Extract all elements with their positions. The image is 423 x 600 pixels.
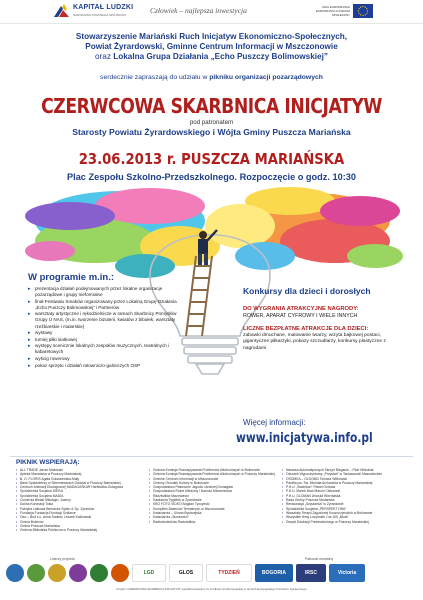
list-item: ▸ wyścig rowerowy <box>28 356 178 362</box>
list-item: ▸ finał Festiwalu Smaków organizowany przez Lokalną Grupę Działania „Echo Puszczy Bolimowskiej” i Partnerów <box>28 299 178 311</box>
sponsor-item: • KBO FOTO VIDEO Bogdan Tyczyński <box>149 502 278 506</box>
sponsor-item: • Rada Gminy Puszcza Mariańska <box>282 498 411 502</box>
sponsor-item: • Cukiernia Bielak Mikołaja i Joanny <box>16 498 145 502</box>
sponsor-item: • Apteka Mariańska w Puszczy Mariańskiej <box>16 472 145 476</box>
partner-emblem-icon <box>27 564 45 582</box>
program-list <box>28 286 178 369</box>
sponsor-item: • Wszystkie firmy Łużyńskie i na 100 „Błota” <box>282 515 411 519</box>
sponsor-item: • Parafia pw. Św. Michała Archanioła w Puszczy Mariańskiej <box>282 481 411 485</box>
sponsor-item: • Radkobrotników Radziwiłłów <box>149 520 278 524</box>
footer-note: Projekt „CZERWCOWA SKARBNICA INICJATYW” współfinansowany ze środków Unii Europejskiej w ramach Europejskiego Funduszu Społecznego <box>116 587 307 591</box>
partner-logo: BOGORIA <box>255 564 293 582</box>
patronage: Starosty Powiatu Żyrardowskiego i Wójta Gminy Puszcza Mariańska <box>72 127 351 137</box>
sponsor-item: • Kompleks Basenów Termalnych w Mszczonowie <box>149 507 278 511</box>
sponsor-item: • Fabryka Lalkowa Bernacka Sylien & Sp. Żyrardów <box>16 507 145 511</box>
sponsor-item: • Warsztaty Terapii Zajęciowej Koszoczyńskich w Bolimowie <box>282 511 411 515</box>
eu-logo <box>314 3 374 21</box>
sponsors-columns <box>16 468 411 532</box>
sponsors-column-2 <box>149 468 278 532</box>
sponsor-item: • ALL TRADE Jarom Malowski <box>16 468 145 472</box>
motto: Człowiek – najlepsza inwestycja <box>150 6 247 15</box>
kapital-ludzki-logo <box>54 3 134 21</box>
sponsor-item: • Gminny Ośrodek Kultury w Bolimowie <box>149 481 278 485</box>
sponsors-column-3 <box>282 468 411 532</box>
ladder <box>186 256 212 336</box>
website-link[interactable]: www.inicjatywa.info.pl <box>236 431 373 446</box>
sponsor-item: • Dolina Koronacji Tosia <box>16 502 145 506</box>
sponsor-item: • Gmina Puszcza Mariańska <box>16 524 145 528</box>
contests-heading: Konkursy dla dzieci i dorosłych <box>243 286 371 296</box>
sponsor-item: • Geo – Bud s.c. Anna Sadziw, Leszek Kulikowski <box>16 515 145 519</box>
sponsor-item: • Spółdzielnia Socjalna DIERA <box>16 489 145 493</box>
partner-logo: TYDZIEŃ <box>206 564 252 582</box>
event-date-place: 23.06.2013 r. PUSZCZA MARIAŃSKA <box>78 150 345 168</box>
sponsor-item: • P.H.U. GLOMAN Urszula Wirzniaśka <box>282 494 411 498</box>
sponsor-item: • Kwiaciarnia – Ulotna Bystrzejska <box>149 511 278 515</box>
event-title: CZERWCOWA SKARBNICA INICJATYW <box>41 94 382 118</box>
program-heading: W programie m.in.: <box>28 272 115 283</box>
sponsor-item: • Gospodarstwo Rolne Mieściny i Dariusz Marciniewicz <box>149 489 278 493</box>
partner-emblem-icon <box>111 564 129 582</box>
partner-emblem-icon <box>90 564 108 582</box>
attractions-heading: LICZNE BEZPŁATNE ATRAKCJE DLA DZIECI: <box>243 326 369 332</box>
more-info-label: Więcej informacji: <box>243 418 306 427</box>
invitation-bold: pikniku organizacji pozarządowych <box>209 74 323 81</box>
list-item: ▸ występy scenicznie lokalnych zespołów muzycznych, teatralnych i kabaretowych <box>28 343 178 355</box>
partner-logo: LGD <box>132 564 166 582</box>
kapital-ludzki-flag-icon <box>54 4 69 17</box>
patronage-label: pod patronatem <box>189 119 234 126</box>
program-section <box>28 272 178 369</box>
sponsor-item: • Restauracja „Szpulanka” w Żyrardowie <box>282 502 411 506</box>
sponsor-item: • Bank Spółdzielczy w Skierniewicach Oddział w Puszczy Mariańskiej <box>16 481 145 485</box>
sponsor-item: • Gminna Biblioteka Publiczna w Puszczy Mariańskiej <box>16 528 145 532</box>
sponsor-item: • Ośrodek Wypoczynkowy „Przystań” w Taniaszowie Mazowieckim <box>282 472 411 476</box>
sponsor-item: • Spółdzielnia Socjalna „PERSPEKTYWA” <box>282 507 411 511</box>
organizers-line-1: Stowarzyszenie Mariański Ruch Inicjatyw Ekonomiczno-Społecznych, <box>75 32 348 41</box>
sponsor-item: • Kawiarnia Tygiełek w Żyrardowie <box>149 498 278 502</box>
organizers-line-3-prefix: oraz <box>95 52 111 61</box>
sponsor-item: • Spółdzielnia Socjalna MADIA <box>16 494 145 498</box>
sponsor-item: • P.H.U. „Bodnikon” Paweł Ochoda <box>282 485 411 489</box>
sponsor-item: • Gospodarstwo Pasieczne Jagoda i Andrzej Domagała <box>149 485 278 489</box>
organizers <box>10 32 413 62</box>
partner-logos <box>6 562 417 584</box>
sponsor-item: • Gminna Komisja Rozwiązywania Problemów Alkoholowych w Puszczy Mariańskiej <box>149 472 278 476</box>
sponsor-item: • Zespół Edukacji Przedszkolnego w Puszczy Mariańskiej <box>282 520 411 524</box>
sponsor-item: • Kwiaciarnia „Słoneczko” <box>149 515 278 519</box>
list-item: ▸ turniej piłki siatkowej <box>28 337 178 343</box>
sponsor-item: • B. G. FLORIS Agata Golaszewska-Mały <box>16 477 145 481</box>
list-item: ▸ prezentacja działań podejmowanych przez lokalne organizacje pozarządowe i grupy nieformalne <box>28 286 178 298</box>
kapital-ludzki-name: KAPITAŁ LUDZKI <box>73 4 134 11</box>
partner-emblem-icon <box>69 564 87 582</box>
eu-flag-icon <box>353 4 373 18</box>
sponsor-item: • P.H.U. Marek Brań Marcin Ciekański <box>282 489 411 493</box>
organizers-line-3-text: Lokalna Grupa Działania „Echo Puszczy Bolimowskiej” <box>113 52 328 61</box>
event-venue: Plac Zespołu Szkolno-Przedszkolnego. Rozpoczęcie o godz. 10:30 <box>67 172 356 182</box>
organizers-line-2: Powiat Żyrardowski, Gminne Centrum Informacji w Mszczonowie <box>85 42 338 51</box>
sponsor-item: • Gminna Komisja Rozwiązywania Problemów Alkoholowych w Bolimowie <box>149 468 278 472</box>
contests-section <box>243 286 408 352</box>
sponsor-item: • Radziwiłłów Mazowiecki <box>149 494 278 498</box>
sponsors-column-1 <box>16 468 145 532</box>
list-item: ▸ warsztaty artystyczne i rękodzielnicze w ramach Skarbnicy Pomysłów Grupy U NAS, (m.in. tworzenie bizuterii, kwiatów z bibułek, warsztaty rzeźbiarskie i malarskie) <box>28 311 178 329</box>
partner-logo: GLOS <box>169 564 203 582</box>
organizers-line-3 <box>10 52 413 62</box>
list-item: ▸ wystawy <box>28 330 178 336</box>
top-banner <box>0 0 423 24</box>
prizes-heading: DO WYGRANIA ATRAKCYJNE NAGRODY: <box>243 306 359 312</box>
sponsors-section <box>10 456 413 556</box>
invitation <box>10 74 413 81</box>
partner-logo: Victoria <box>329 564 365 582</box>
attractions-text: zabawki dmuchane, malowanie twarzy, wizyta bajkowej postaci, gigantyczne piłkarzyki, pokazy szczudlarzy, konkursy plastyczne z nagrodami <box>243 333 386 351</box>
sponsor-item: • Centrum Animacji Ekologicznej MADAGASKAR Harbbotka-Golagowa <box>16 485 145 489</box>
partner-emblem-icon <box>6 564 24 582</box>
partner-logo: IRSC <box>296 564 326 582</box>
invitation-text: serdecznie zapraszają do udziału w <box>100 74 208 81</box>
sponsor-item: • Fundacja Fundacja Fundacji Szklarze <box>16 511 145 515</box>
prizes-text: ROWER, APARAT CYFROWY I WIELE INNYCH <box>243 313 358 319</box>
sponsor-item: • OSOMKA – OLDOMD Tomasz Witkowski <box>282 477 411 481</box>
list-item: ▸ pokaz sprzętu i działań ratowniczo-gaśniczych OSP <box>28 363 178 369</box>
partner-emblem-icon <box>48 564 66 582</box>
sponsor-item: • Nasarsa Automatycznych Skrzyń Bieganie – Piotr Michalak <box>282 468 411 472</box>
eu-text: UNIA EUROPEJSKA EUROPEJSKI FUNDUSZ SPOŁECZNY <box>315 5 350 17</box>
logos-left-label: Liderzy projektu <box>50 557 75 561</box>
sponsor-item: • Gmina Bolimów <box>16 520 145 524</box>
kapital-ludzki-sub: NARODOWA STRATEGIA SPÓJNOŚCI <box>73 13 127 17</box>
sponsor-item: • Gminne Centrum Informacji w Mszczonowie <box>149 477 278 481</box>
sponsors-heading: PIKNIK WSPIERAJĄ: <box>16 459 80 466</box>
logos-right-label: Patronat medialny <box>305 557 334 561</box>
